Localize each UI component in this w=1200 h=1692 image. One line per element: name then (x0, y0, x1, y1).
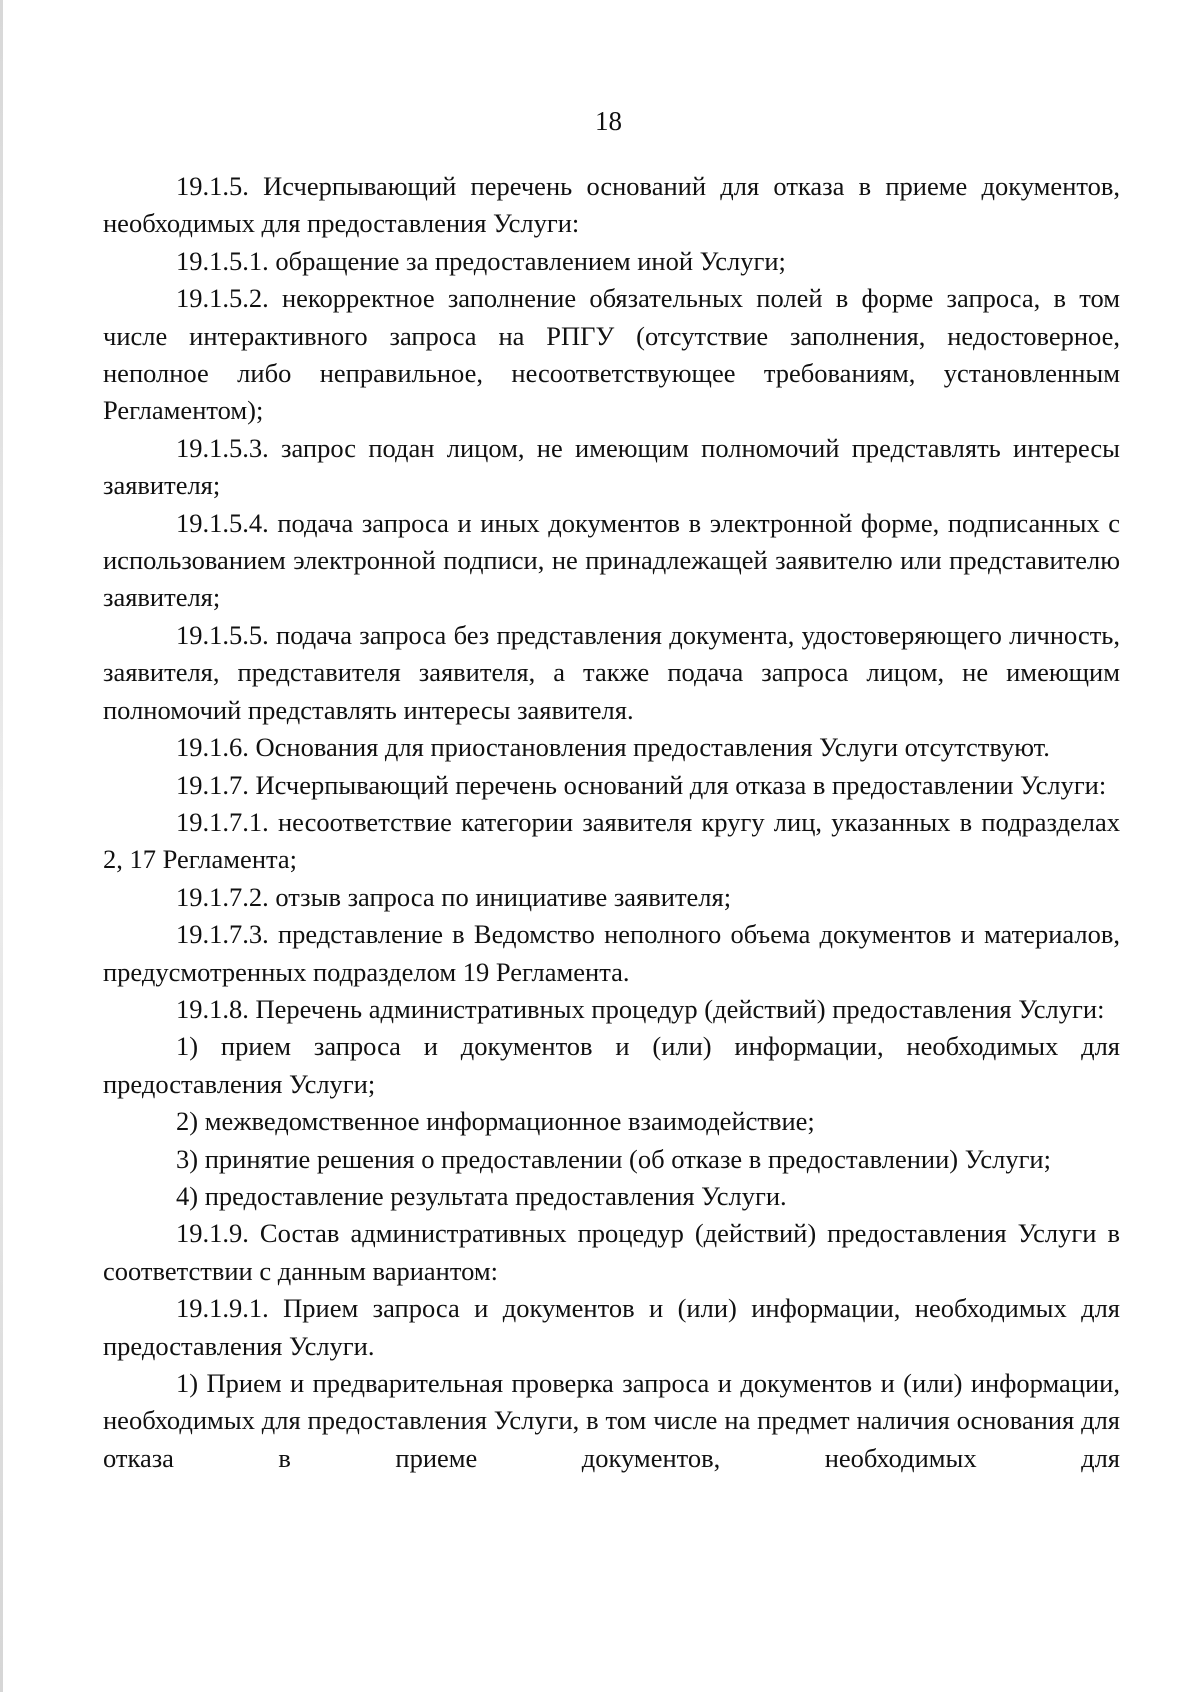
paragraph-19-1-5: 19.1.5. Исчерпывающий перечень оснований для отказа в приеме документов, необходимых для предоставления Услуги: (103, 171, 1120, 239)
paragraph-19-1-5-4: 19.1.5.4. подача запроса и иных документов в электронной форме, подписанных с использованием электронной подписи, не принадлежащей заявителю или представителю заявителя; (103, 507, 1120, 613)
paragraph-19-1-5-3: 19.1.5.3. запрос подан лицом, не имеющим полномочий представлять интересы заявителя; (103, 432, 1120, 501)
paragraph-19-1-8: 19.1.8. Перечень административных процедур (действий) предоставления Услуги: (176, 993, 1105, 1024)
paragraph-19-1-6: 19.1.6. Основания для приостановления предоставления Услуги отсутствуют. (176, 732, 1050, 763)
paragraph-procedure-1: 1) Прием и предварительная проверка запроса и документов и (или) информации, необходимых для предоставления Услуги, в том числе на предмет наличия основания для отказа в приеме документов, необходимых для (103, 1368, 1120, 1473)
paragraph-19-1-5-1: 19.1.5.1. обращение за предоставлением иной Услуги; (176, 245, 786, 276)
paragraph-19-1-5-5: 19.1.5.5. подача запроса без представления документа, удостоверяющего личность, заявителя, представителя заявителя, а также подача запроса лицом, не имеющим полномочий представлять интересы заявителя. (103, 619, 1120, 725)
scan-edge (0, 0, 3, 1692)
list-item-3: 3) принятие решения о предоставлении (об отказе в предоставлении) Услуги; (176, 1143, 1051, 1174)
paragraph-19-1-5-2: 19.1.5.2. некорректное заполнение обязательных полей в форме запроса, в том числе интерактивного запроса на РПГУ (отсутствие заполнения, недостоверное, неполное либо неправильное, несоответствующее требованиям, установленным Регламентом); (103, 283, 1120, 426)
paragraph-19-1-7-2: 19.1.7.2. отзыв запроса по инициативе заявителя; (176, 881, 732, 912)
page-number: 18 (595, 106, 622, 136)
paragraph-19-1-9-1: 19.1.9.1. Прием запроса и документов и (или) информации, необходимых для предоставления Услуги. (103, 1293, 1120, 1361)
paragraph-19-1-7-1: 19.1.7.1. несоответствие категории заявителя кругу лиц, указанных в подразделах 2, 17 Регламента; (103, 806, 1120, 875)
list-item-4: 4) предоставление результата предоставления Услуги. (176, 1180, 787, 1211)
paragraph-19-1-7: 19.1.7. Исчерпывающий перечень оснований для отказа в предоставлении Услуги: (176, 769, 1107, 800)
document-body (103, 168, 1120, 1477)
list-item-1: 1) прием запроса и документов и (или) информации, необходимых для предоставления Услуги; (103, 1031, 1120, 1099)
paragraph-19-1-7-3: 19.1.7.3. представление в Ведомство неполного объема документов и материалов, предусмотренных подразделом 19 Регламента. (103, 919, 1120, 987)
list-item-2: 2) межведомственное информационное взаимодействие; (176, 1106, 815, 1137)
paragraph-19-1-9: 19.1.9. Состав административных процедур (действий) предоставления Услуги в соответствии с данным вариантом: (103, 1218, 1120, 1286)
